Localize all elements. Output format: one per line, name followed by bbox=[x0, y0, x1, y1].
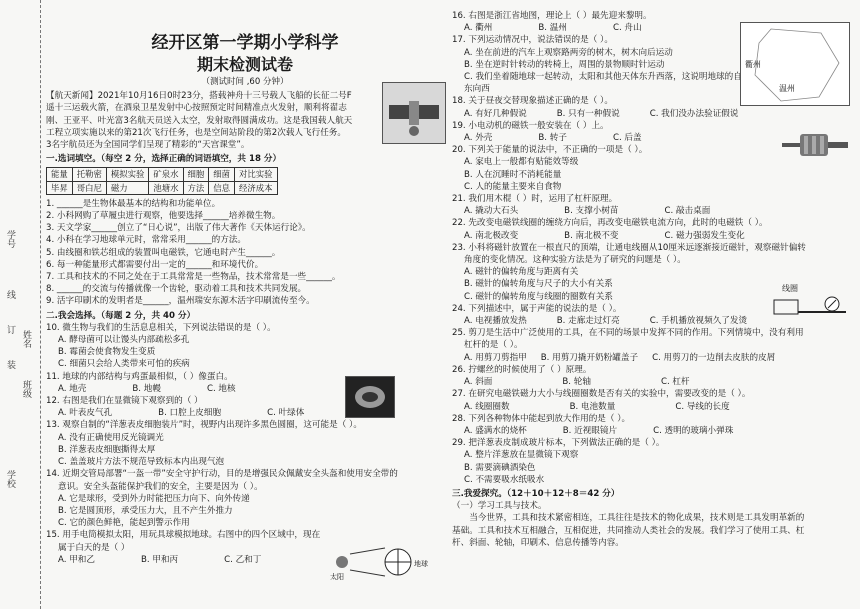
section-3-part-1: （一）学习工具与技术。 bbox=[452, 501, 547, 512]
question-3: 3. 天文学家______创立了“日心说”，出版了伟大著作《天体运行论》。 bbox=[46, 223, 311, 234]
section-2-title: 二.我会选择。（每题 2 分，共 40 分） bbox=[46, 310, 196, 321]
options-26: A. 斜面 B. 轮轴 C. 杠杆 bbox=[464, 377, 690, 388]
coil-label: 线圈 bbox=[782, 284, 798, 293]
question-24: 24. 下列描述中，属于声能的说法的是（ ）。 bbox=[452, 303, 622, 314]
question-12: 12. 右图是我们在显微镜下观察到的（ ） bbox=[46, 396, 203, 407]
options-21: A. 撬动大石头 B. 支撑小树苗 C. 敲击桌面 bbox=[464, 206, 711, 217]
question-29: 29. 把洋葱表皮制成玻片标本，下列做法正确的是（ ）。 bbox=[452, 438, 665, 449]
exam-time: （测试时间 ,60 分钟） bbox=[201, 77, 289, 87]
paragraph-line-2: 基础。工具和技术互相融合，互相促进，共同推动人类社会的发展。我们学习了使用工具、杠 bbox=[452, 525, 805, 536]
question-5: 5. 由线圈和铁芯组成的装置叫电磁铁，它通电时产生______。 bbox=[46, 247, 281, 258]
question-4: 4. 小科在学习地球单元时，常常采用______的方法。 bbox=[46, 235, 246, 246]
margin-class: 班级 bbox=[21, 380, 31, 398]
question-10: 10. 微生物与我们的生活息息相关，下列说法错误的是（ ）。 bbox=[46, 322, 276, 333]
margin-name: 姓名 bbox=[21, 330, 31, 348]
exam-title: 经开区第一学期小学科学 bbox=[151, 33, 339, 53]
section-3-title: 三.我爱探究。（12＋10＋12＋8＝42 分） bbox=[452, 488, 620, 499]
left-column: 经开区第一学期小学科学 期末检测试卷 （测试时间 ,60 分钟） 【航天新闻】2021年10月16日0时23分，搭载神舟十三号载人飞船的长征二号F 遥十三运载火箭，在酒泉卫星发射中心按照预定时间精准点火发射，顺利将翟志 刚、王亚平、叶光富3名航天员送入太空，发射取得圆满成功。这是我国载人航天 工程立项实施以来的第21次飞行任务，也是空间站阶段的第2次载人飞行任务。 3名宇航员还为全国同学们呈现了精彩的“天宫课堂”。 一.选词填空。（每空 2 分，选择正确的词语填空，共 18 分） 能量 托勒密 模拟实验 矿泉水 细胞 细菌 对比实验 毕昇 哥白尼 磁力 池塘水 方法 信息 经济成本 1. ______是生物体最基本的结构和功能单位。 2. 小科网购了草履虫进行观察，他要选择______培养微生物。 3. 天文学家______创立了“日心说”，出版了伟大著作《天体运行论》。 4. 小科在学习地球单元时，常常采用______的方法。 5. 由线圈和铁芯组成的装置叫电磁铁，它通电时产生______。 6. 每一种能量形式都需要付出一定的______和环境代价。 7. 工具和技术的不同之处在于工具常常是一些物品，技术常常是一些______。 8. ______的交流与传播就像一个齿轮，驱动着工具和技术共同发展。 9. 活字印刷术的发明者是______，温州瑞安东源木活字印刷流传至今。 二.我会选择。（每题 2 分，共 40 分） 10. 微生物与我们的生活息息相关，下列说法错误的是（ ）。 A. 酵母菌可以让馒头内部疏松多孔 B. 霉菌会使食物发生变质 C. 细菌只会给人类带来可怕的疾病 11. 地球的内部结构与鸡蛋最相似，（ ）像蛋白。 A. 地壳 B. 地幔 C. 地核 12. 右图是我们在显微镜下观察到的（ ） A. 叶表皮气孔 B. 口腔上皮细胞 C. 叶绿体 13. 观察自制的“洋葱表皮细胞装片”时，视野内出现许多黑色圆圈，这可能是（ ）。 A. 没有正确使用反光镜调光 B. 洋葱表皮细胞撕得太厚 C. 盖盖玻片方法不规范导致标本内出现气泡 14. 近期交管局部署“一盔一带”安全守护行动，目的是增强民众佩戴安全头盔和使用安全带的 意识。安全头盔能保护我们的安全，主要是因为（ ）。 A. 它是球形，受到外力时能把压力向下、向外传递 B. 它是圆顶形，承受压力大，且不产生外推力 C. 它的颜色鲜艳，能起到警示作用 15. 用手电筒模拟太阳，用玩具球模拟地球。右图中的四个区域中，现在 属于白天的是（ ） A. 甲和乙 B. 甲和丙 C. 乙和丁 bbox=[46, 10, 444, 566]
question-23: 23. 小科将磁针放置在一根直尺的顶端，让通电线圈从10厘米远逐渐接近磁针，观察磁针偏转 bbox=[452, 242, 806, 253]
question-20: 20. 下列关于能量的说法中，不正确的一项是（ ）。 bbox=[452, 145, 648, 156]
spacecraft-image bbox=[382, 82, 446, 144]
options-27: A. 线圈圈数 B. 电池数量 C. 导线的长度 bbox=[464, 401, 730, 412]
options-12: A. 叶表皮气孔 B. 口腔上皮细胞 C. 叶绿体 bbox=[58, 408, 305, 419]
question-11: 11. 地球的内部结构与鸡蛋最相似，（ ）像蛋白。 bbox=[46, 371, 233, 382]
margin-mark-1: 线 bbox=[5, 290, 15, 299]
margin-mark-2: 订 bbox=[5, 325, 15, 334]
question-27: 27. 在研究电磁铁磁力大小与线圈圈数是否有关的实验中，需要改变的是（ ）。 bbox=[452, 389, 751, 400]
question-7: 7. 工具和技术的不同之处在于工具常常是一些物品，技术常常是一些______。 bbox=[46, 272, 341, 283]
options-24: A. 电视播放发热 B. 走廊走过灯亮 C. 手机播放视频久了发烫 bbox=[464, 316, 748, 327]
section-1-title: 一.选词填空。（每空 2 分，选择正确的词语填空，共 18 分） bbox=[46, 154, 282, 165]
question-16: 16. 右图是浙江省地图，理论上（ ）最先迎来黎明。 bbox=[452, 11, 652, 21]
options-15: A. 甲和乙 B. 甲和丙 C. 乙和丁 bbox=[58, 554, 262, 565]
word-bank: 能量 托勒密 模拟实验 矿泉水 细胞 细菌 对比实验 毕昇 哥白尼 磁力 池塘水 方法 信息 经济成本 bbox=[46, 167, 278, 194]
exam-subtitle: 期末检测试卷 bbox=[196, 55, 293, 74]
right-column: 16. 右图是浙江省地图，理论上（ ）最先迎来黎明。 A. 衢州 B. 温州 C. 舟山 17. 下列运动情况中，说法错误的是（ ）。 A. 坐在前进的汽车上观察路两旁的树木，树木向后运动 B. 坐在逆时针转动的转椅上，周围的景物顺时针运动 C. 我们坐着随地球一起转动，太阳和其他天体东升西落，这说明地球的自转方向是自 东向西 18. 关于昼夜交替现象描述正确的是（ ）。 A. 有好几种假说 B. 只有一种假说 C. 我们没办法验证假说 19. 小电动机的磁铁一般安装在（ ）上。 A. 外壳 B. 转子 C. 后盖 20. 下列关于能量的说法中，不正确的一项是（ ）。 A. 家电上一般都有贴能效等级 B. 人在沉睡时不消耗能量 C. 人的能量主要来自食物 21. 我们用木棍（ ）时，运用了杠杆原理。 A. 撬动大石头 B. 支撑小树苗 C. 敲击桌面 22. 先改变电磁铁线圈的缠绕方向后，再改变电磁铁电流方向，此时的电磁铁（ ）。 A. 南北极改变 B. 南北极不变 C. 磁力强弱发生变化 23. 小科将磁针放置在一根直尺的顶端，让通电线圈从10厘米远逐渐接近磁针，观察磁针偏转 角度的变化情况。这种实验方法是为了研究的问题是（ ）。 A. 磁针的偏转角度与距离有关 B. 磁针的偏转角度与尺子的大小有关系 C. 磁针的偏转角度与线圈的圈数有关系 24. 下列描述中，属于声能的说法的是（ ）。 A. 电视播放发热 B. 走廊走过灯亮 C. 手机播放视频久了发烫 25. 剪刀是生活中广泛使用的工具，在不同的场景中发挥不同的作用。下列情境中，没有利用 杠杆的是（ ）。 A. 用剪刀剪指甲 B. 用剪刀撬开奶粉罐盖子 C. 用剪刀的一边削去皮肤的皮屑 26. 拧螺丝的时候使用了（ ）原理。 A. 斜面 B. 轮轴 C. 杠杆 27. 在研究电磁铁磁力大小与线圈圈数是否有关的实验中，需要改变的是（ ）。 A. 线圈圈数 B. 电池数量 C. 导线的长度 28. 下列各种物体中能起到放大作用的是（ ）。 A. 盛满水的烧杯 B. 近视眼镜片 C. 透明的玻璃小弹珠 29. 把洋葱表皮制成玻片标本，下列做法正确的是（ ）。 A. 整片洋葱放在显微镜下观察 B. 需要滴碘酒染色 C. 不需要吸水纸吸水 三.我爱探究。（12＋10＋12＋8＝42 分） （一）学习工具与技术。 当今世界，工具和技术紧密相连，工具往往是技术的物化成果，技术则是工具发明革新的 基础。工具和技术互相融合，互相促进，共同推动人类社会的发展。我们学习了使用工具、杠 杆、斜面、轮轴，印刷术、信息传播等内容。 bbox=[452, 10, 854, 549]
question-6: 6. 每一种能量形式都需要付出一定的______和环境代价。 bbox=[46, 259, 264, 270]
options-11: A. 地壳 B. 地幔 C. 地核 bbox=[58, 383, 236, 394]
binding-margin bbox=[0, 0, 41, 609]
sun-label: 太阳 bbox=[330, 573, 344, 580]
question-9: 9. 活字印刷术的发明者是______，温州瑞安东源木活字印刷流传至今。 bbox=[46, 296, 315, 307]
motor-image bbox=[780, 128, 852, 162]
options-18: A. 有好几种假说 B. 只有一种假说 C. 我们没办法验证假说 bbox=[464, 108, 739, 119]
options-28: A. 盛满水的烧杯 B. 近视眼镜片 C. 透明的玻璃小弹珠 bbox=[464, 425, 734, 436]
map-wenzhou: 温州 bbox=[779, 84, 795, 93]
options-16: A. 衢州 B. 温州 C. 舟山 bbox=[464, 23, 642, 34]
question-13: 13. 观察自制的“洋葱表皮细胞装片”时，视野内出现许多黑色圆圈，这可能是（ ）。 bbox=[46, 420, 362, 431]
question-28: 28. 下列各种物体中能起到放大作用的是（ ）。 bbox=[452, 413, 631, 424]
paragraph-line-3: 杆、斜面、轮轴，印刷术、信息传播等内容。 bbox=[452, 537, 624, 548]
question-17: 17. 下列运动情况中，说法错误的是（ ）。 bbox=[452, 35, 613, 46]
question-2: 2. 小科网购了草履虫进行观察，他要选择______培养微生物。 bbox=[46, 211, 281, 222]
question-15: 15. 用手电筒模拟太阳，用玩具球模拟地球。右图中的四个区域中，现在 bbox=[46, 530, 321, 541]
margin-student-id: 学号 bbox=[5, 230, 15, 248]
microscope-cell-image bbox=[345, 376, 395, 418]
margin-school: 学校 bbox=[5, 470, 15, 488]
question-14: 14. 近期交管局部署“一盔一带”安全守护行动，目的是增强民众佩戴安全头盔和使用安全带的 bbox=[46, 469, 398, 480]
question-21: 21. 我们用木棍（ ）时，运用了杠杆原理。 bbox=[452, 194, 618, 205]
question-22: 22. 先改变电磁铁线圈的缠绕方向后，再改变电磁铁电流方向，此时的电磁铁（ ）。 bbox=[452, 218, 768, 229]
question-18: 18. 关于昼夜交替现象描述正确的是（ ）。 bbox=[452, 96, 613, 107]
question-19: 19. 小电动机的磁铁一般安装在（ ）上。 bbox=[452, 120, 609, 131]
paragraph-line-1: 当今世界，工具和技术紧密相连，工具往往是技术的物化成果，技术则是工具发明革新的 bbox=[469, 513, 805, 524]
options-25: A. 用剪刀剪指甲 B. 用剪刀撬开奶粉罐盖子 C. 用剪刀的一边削去皮肤的皮屑 bbox=[464, 352, 776, 363]
coil-compass-diagram bbox=[768, 282, 848, 330]
earth-label: 地球 bbox=[414, 560, 428, 568]
zhejiang-map bbox=[740, 22, 850, 106]
question-1: 1. ______是生物体最基本的结构和功能单位。 bbox=[46, 198, 221, 209]
options-22: A. 南北极改变 B. 南北极不变 C. 磁力强弱发生变化 bbox=[464, 230, 745, 241]
question-25: 25. 剪刀是生活中广泛使用的工具，在不同的场景中发挥不同的作用。下列情境中，没有利用 bbox=[452, 328, 804, 339]
question-8: 8. ______的交流与传播就像一个齿轮，驱动着工具和技术共同发展。 bbox=[46, 284, 307, 295]
news-intro: 【航天新闻】2021年10月16日0时23分，搭载神舟十三号载人飞船的长征二号F 遥十三运载火箭，在酒泉卫星发射中心按照预定时间精准点火发射，顺利将翟志 刚、王亚平、叶光富3名航天员送入太空，发射取得圆满成功。这是我国载人航天 工程立项实施以来的第21次飞行任务，也是空间站阶段的第2次载人飞行任务。 3名宇航员还为全国同学们呈现了精彩的“天宫课堂”。 bbox=[46, 91, 353, 151]
map-quzhou: 衢州 bbox=[745, 60, 761, 69]
options-19: A. 外壳 B. 转子 C. 后盖 bbox=[464, 133, 642, 144]
margin-mark-3: 装 bbox=[5, 360, 15, 369]
sun-earth-diagram bbox=[330, 540, 440, 580]
question-26: 26. 拧螺丝的时候使用了（ ）原理。 bbox=[452, 364, 592, 375]
